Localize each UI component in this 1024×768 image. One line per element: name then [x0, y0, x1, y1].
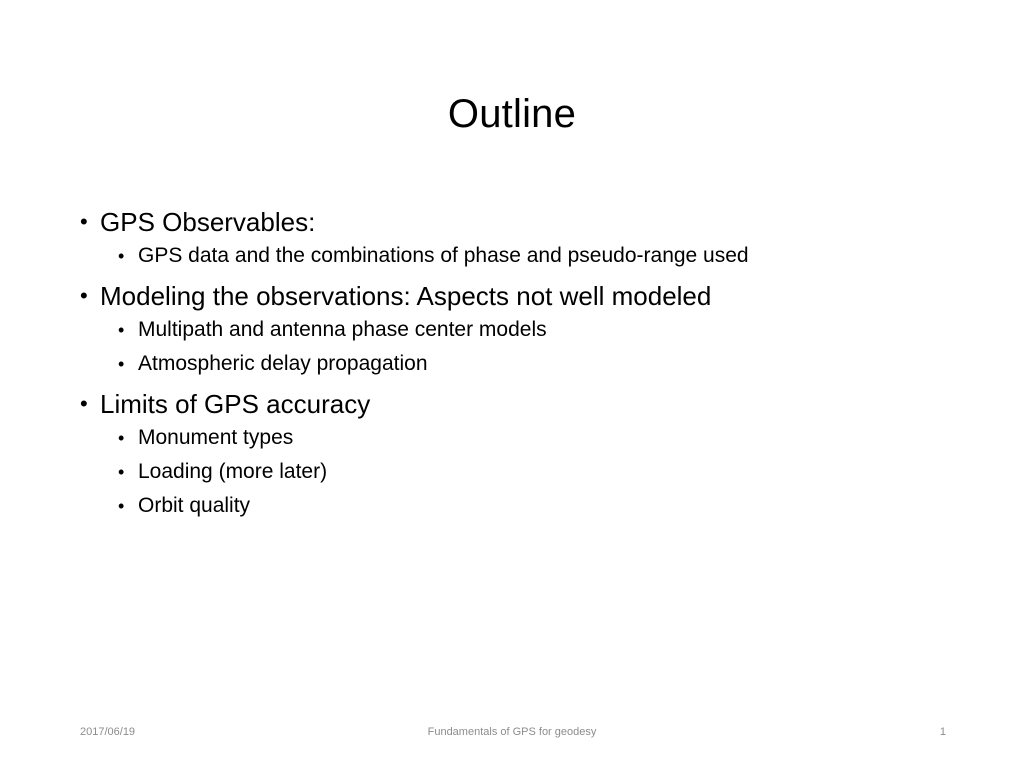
sub-bullet-loading	[118, 455, 960, 489]
bullet-text: Limits of GPS accuracy	[100, 389, 371, 419]
bullet-dot-icon: •	[118, 428, 125, 448]
slide-content	[80, 205, 960, 523]
sub-bullet-multipath	[118, 313, 960, 347]
bullet-dot-icon: •	[118, 462, 125, 482]
slide-title: Outline	[447, 92, 577, 136]
bullet-modeling-observations	[80, 279, 960, 313]
sub-bullet-gps-data	[118, 239, 960, 273]
sub-bullet-atmospheric-delay	[118, 347, 960, 381]
bullet-dot-icon: •	[118, 246, 125, 266]
bullet-dot-icon: •	[118, 354, 125, 374]
bullet-dot-icon: •	[118, 320, 125, 340]
sub-bullet-text: Multipath and antenna phase center models	[138, 318, 547, 341]
bullet-limits-accuracy	[80, 387, 960, 421]
bullet-dot-icon: •	[80, 209, 88, 234]
sub-bullet-text: Monument types	[138, 426, 294, 449]
sub-bullet-orbit-quality	[118, 489, 960, 523]
footer-page-number: 1	[939, 726, 946, 738]
sub-bullet-text: Orbit quality	[138, 494, 251, 517]
bullet-dot-icon: •	[80, 391, 88, 416]
footer-date: 2017/06/19	[80, 726, 136, 738]
sub-bullet-monument-types	[118, 421, 960, 455]
bullet-text: Modeling the observations: Aspects not well modeled	[100, 281, 712, 311]
sub-bullet-text: Loading (more later)	[138, 460, 328, 483]
footer-title: Fundamentals of GPS for geodesy	[427, 726, 597, 738]
sub-bullet-text: Atmospheric delay propagation	[138, 352, 428, 375]
bullet-gps-observables	[80, 205, 960, 239]
bullet-text: GPS Observables:	[100, 207, 316, 237]
sub-bullet-text: GPS data and the combinations of phase and pseudo-range used	[138, 244, 749, 267]
bullet-dot-icon: •	[80, 283, 88, 308]
bullet-dot-icon: •	[118, 496, 125, 516]
